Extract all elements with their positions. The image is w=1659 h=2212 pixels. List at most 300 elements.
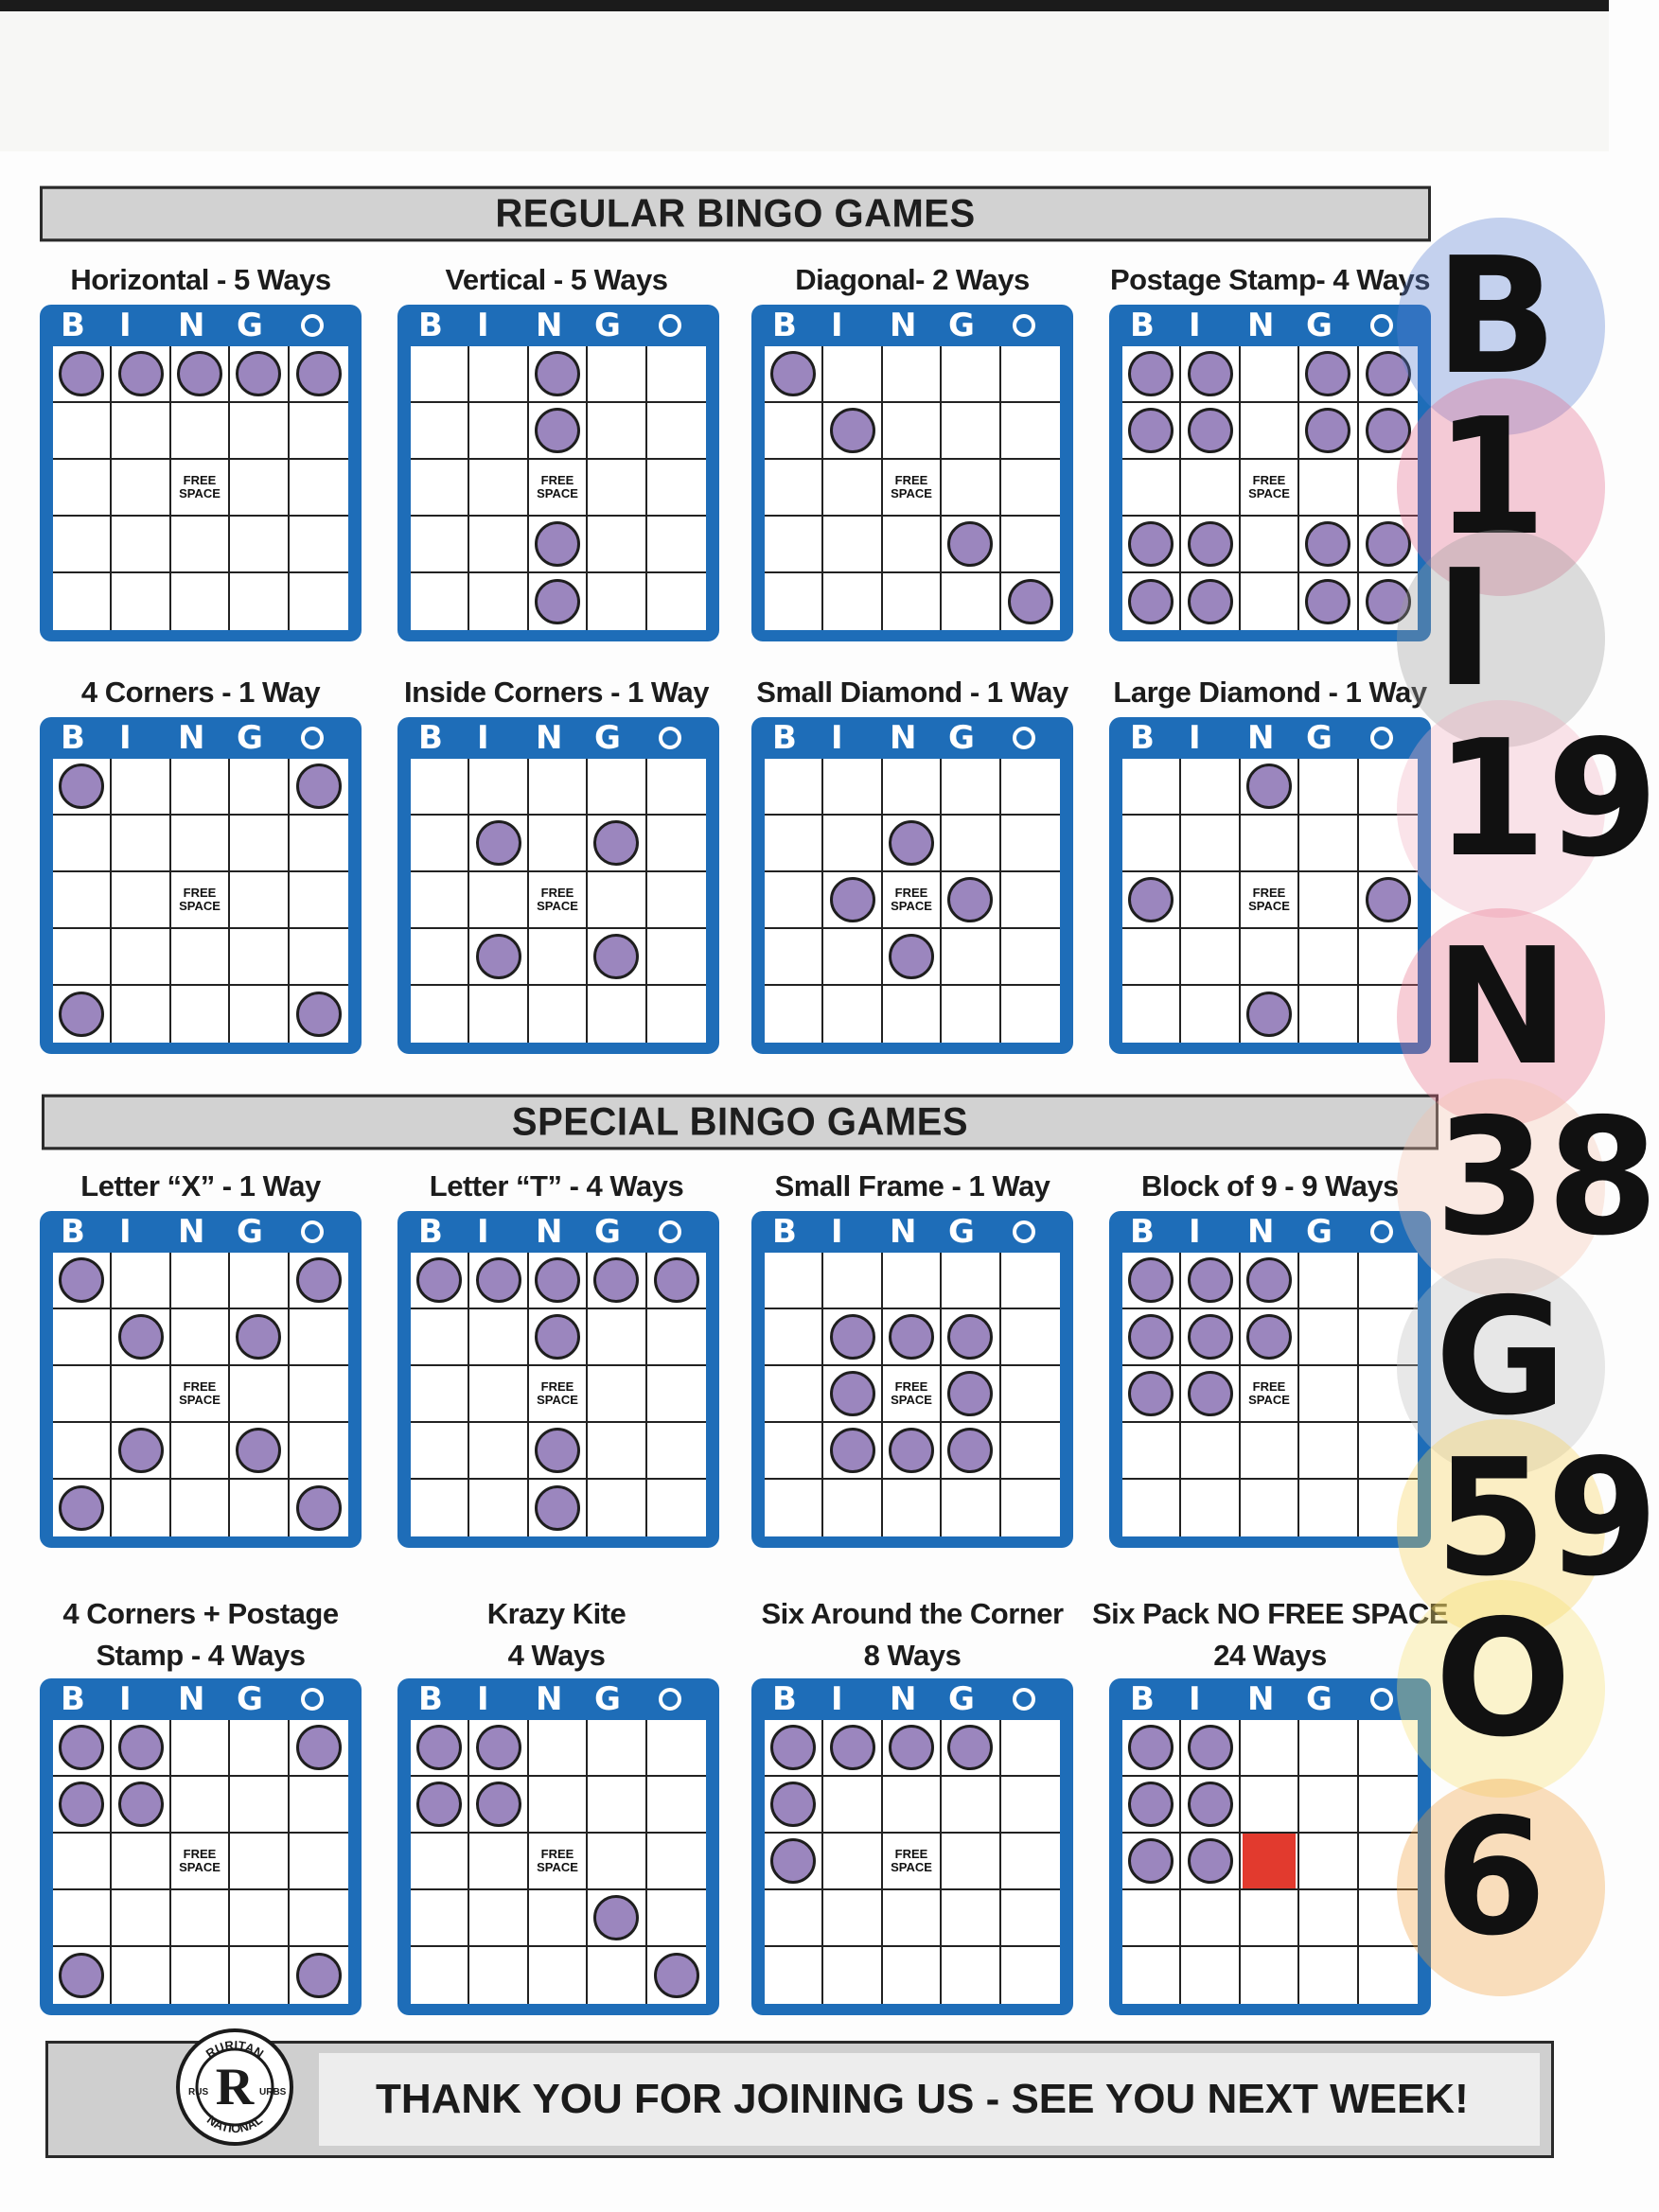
bingo-cell bbox=[1299, 1947, 1358, 2004]
bingo-cell bbox=[942, 573, 1000, 630]
bingo-cell bbox=[1181, 816, 1240, 872]
bingo-cell bbox=[1241, 403, 1299, 460]
marked-dot bbox=[296, 1725, 342, 1770]
marked-dot bbox=[1305, 579, 1350, 624]
marked-dot bbox=[593, 1257, 639, 1303]
bingo-cell bbox=[411, 1834, 469, 1890]
bingo-cell bbox=[647, 1777, 706, 1834]
bingo-cell bbox=[529, 403, 588, 460]
bingo-cell bbox=[647, 1720, 706, 1777]
bingo-cell bbox=[883, 1253, 942, 1309]
game-title-line: 4 Corners + Postage bbox=[62, 1597, 339, 1630]
bingo-cell bbox=[290, 346, 348, 403]
bingo-card bbox=[751, 305, 1073, 641]
bingo-cell bbox=[469, 1309, 528, 1366]
free-space-label bbox=[537, 474, 578, 500]
bingo-cell bbox=[469, 986, 528, 1043]
header-letter: I bbox=[477, 1680, 493, 1718]
bingo-card-header bbox=[1109, 1678, 1431, 1720]
bingo-cell bbox=[230, 1309, 289, 1366]
marked-dot bbox=[1246, 764, 1292, 809]
header-letter: N bbox=[178, 307, 209, 344]
bingo-cell bbox=[411, 403, 469, 460]
header-letter: I bbox=[119, 719, 135, 757]
bingo-card-header bbox=[1109, 717, 1431, 759]
bingo-cell bbox=[411, 1720, 469, 1777]
bingo-cell bbox=[823, 1309, 882, 1366]
header-letter-o-ring bbox=[659, 314, 681, 337]
header-letter-o-ring bbox=[301, 1688, 324, 1711]
marked-dot bbox=[1128, 1371, 1174, 1416]
marked-dot bbox=[1188, 408, 1233, 453]
marked-dot bbox=[1188, 579, 1233, 624]
marked-dot bbox=[593, 1895, 639, 1940]
bingo-cell bbox=[230, 1423, 289, 1480]
marked-dot bbox=[296, 1953, 342, 1998]
marked-dot bbox=[535, 351, 580, 396]
bingo-card-header bbox=[40, 717, 362, 759]
free-space-word: FREE bbox=[540, 473, 574, 487]
free-space-label bbox=[179, 1848, 221, 1874]
header-letter-o-ring bbox=[1370, 1688, 1393, 1711]
header-letter: B bbox=[418, 1213, 447, 1251]
bingo-cell bbox=[765, 1253, 823, 1309]
bingo-cell bbox=[529, 1720, 588, 1777]
bingo-cell bbox=[883, 1777, 942, 1834]
marked-dot bbox=[1128, 877, 1174, 922]
bingo-cell bbox=[588, 1423, 646, 1480]
marked-dot bbox=[830, 1725, 875, 1770]
bingo-cell bbox=[823, 1423, 882, 1480]
bingo-card bbox=[1109, 1678, 1431, 2015]
game-title bbox=[21, 672, 380, 713]
bingo-cell bbox=[469, 1947, 528, 2004]
bingo-cell bbox=[1241, 1947, 1299, 2004]
marked-dot bbox=[59, 992, 104, 1037]
header-letter: N bbox=[1247, 719, 1279, 757]
marked-dot bbox=[830, 877, 875, 922]
marked-dot bbox=[535, 579, 580, 624]
marked-dot bbox=[654, 1257, 699, 1303]
free-space-word: FREE bbox=[540, 886, 574, 900]
bingo-cell bbox=[1122, 1777, 1181, 1834]
header-letter-o-ring bbox=[301, 314, 324, 337]
bingo-ball-number: 19 bbox=[1435, 706, 1659, 893]
bingo-cell bbox=[1122, 1890, 1181, 1947]
bingo-cell bbox=[883, 759, 942, 816]
marked-dot bbox=[947, 1371, 993, 1416]
marked-dot bbox=[947, 1314, 993, 1360]
bingo-card-header bbox=[397, 1678, 719, 1720]
bingo-cell bbox=[469, 403, 528, 460]
bingo-cell bbox=[230, 1480, 289, 1536]
bingo-cell bbox=[588, 1720, 646, 1777]
bingo-cell bbox=[1122, 872, 1181, 929]
bingo-cell bbox=[647, 1890, 706, 1947]
game-title bbox=[21, 1593, 380, 1677]
bingo-grid bbox=[765, 1720, 1060, 2004]
bingo-cell bbox=[883, 872, 942, 929]
free-space-label bbox=[1248, 1380, 1290, 1407]
free-space-word: SPACE bbox=[179, 1860, 221, 1874]
bingo-cell bbox=[1001, 1890, 1060, 1947]
bingo-cell bbox=[1001, 1834, 1060, 1890]
bingo-cell bbox=[529, 346, 588, 403]
free-space-label bbox=[179, 474, 221, 500]
bingo-cell bbox=[112, 403, 170, 460]
bingo-cell bbox=[647, 573, 706, 630]
bingo-cell bbox=[942, 403, 1000, 460]
game-title-line: Block of 9 - 9 Ways bbox=[1141, 1169, 1399, 1203]
bingo-card bbox=[40, 305, 362, 641]
bingo-cell bbox=[290, 403, 348, 460]
marked-dot bbox=[1305, 351, 1350, 396]
marked-dot bbox=[1188, 521, 1233, 567]
bingo-cell bbox=[112, 1366, 170, 1423]
bingo-cell bbox=[469, 517, 528, 573]
bingo-cell bbox=[411, 872, 469, 929]
bingo-cell bbox=[942, 1834, 1000, 1890]
marked-dot bbox=[535, 1485, 580, 1531]
bingo-cell bbox=[112, 1309, 170, 1366]
marked-dot bbox=[236, 1314, 281, 1360]
bingo-cell bbox=[230, 1947, 289, 2004]
bingo-cell bbox=[588, 1309, 646, 1366]
bingo-cell bbox=[1299, 460, 1358, 517]
bingo-cell bbox=[883, 1423, 942, 1480]
marked-dot bbox=[770, 351, 816, 396]
bingo-cell bbox=[171, 1777, 230, 1834]
bingo-cell bbox=[112, 1253, 170, 1309]
bingo-cell bbox=[469, 1834, 528, 1890]
bingo-cell bbox=[411, 1777, 469, 1834]
bingo-card-header bbox=[397, 305, 719, 346]
bingo-cell bbox=[112, 1947, 170, 2004]
bingo-cell bbox=[411, 460, 469, 517]
bingo-cell bbox=[1001, 986, 1060, 1043]
bingo-cell bbox=[823, 872, 882, 929]
header-letter: G bbox=[237, 1680, 267, 1718]
header-letter: I bbox=[831, 1680, 847, 1718]
bingo-cell bbox=[765, 1366, 823, 1423]
bingo-cell bbox=[1001, 816, 1060, 872]
bingo-cell bbox=[1359, 1423, 1418, 1480]
bingo-ball-number: O bbox=[1435, 1586, 1572, 1773]
bingo-cell bbox=[290, 1480, 348, 1536]
logo-left-text: RUS bbox=[188, 2087, 209, 2098]
bingo-cell bbox=[1181, 1947, 1240, 2004]
bingo-cell bbox=[1001, 403, 1060, 460]
bingo-card-header bbox=[751, 305, 1073, 346]
marked-dot bbox=[118, 1428, 164, 1473]
bingo-cell bbox=[588, 759, 646, 816]
bingo-cell bbox=[112, 1890, 170, 1947]
bingo-cell bbox=[230, 517, 289, 573]
bingo-cell bbox=[1122, 1253, 1181, 1309]
header-letter: G bbox=[948, 719, 979, 757]
bingo-cell bbox=[529, 1947, 588, 2004]
bingo-cell bbox=[883, 1366, 942, 1423]
free-space-word: SPACE bbox=[537, 1393, 578, 1407]
marked-dot bbox=[889, 1314, 934, 1360]
bingo-cell bbox=[1181, 872, 1240, 929]
marked-dot bbox=[1008, 579, 1053, 624]
header-letter-o-ring bbox=[659, 727, 681, 749]
marked-dot bbox=[947, 1428, 993, 1473]
bingo-cell bbox=[290, 1890, 348, 1947]
bingo-cell bbox=[53, 1423, 112, 1480]
bingo-cell bbox=[1299, 929, 1358, 986]
bingo-cell bbox=[171, 1309, 230, 1366]
bingo-cell bbox=[411, 1947, 469, 2004]
header-letter-o-ring bbox=[301, 1220, 324, 1243]
bingo-cell bbox=[171, 816, 230, 872]
free-space-word: SPACE bbox=[891, 486, 932, 500]
bingo-cell bbox=[53, 872, 112, 929]
bingo-cell bbox=[53, 986, 112, 1043]
marked-dot bbox=[476, 1725, 521, 1770]
game-title-line: Six Pack NO FREE SPACE bbox=[1091, 1597, 1449, 1630]
bingo-ball-number: 38 bbox=[1435, 1084, 1659, 1272]
bingo-cell bbox=[1001, 1947, 1060, 2004]
bingo-cell bbox=[588, 1253, 646, 1309]
bingo-cell bbox=[469, 1366, 528, 1423]
free-space-label bbox=[537, 1848, 578, 1874]
bingo-cell bbox=[883, 929, 942, 986]
bingo-cell bbox=[1299, 1777, 1358, 1834]
bingo-cell bbox=[942, 1309, 1000, 1366]
bingo-cell bbox=[942, 1947, 1000, 2004]
game-title-line: 4 Corners - 1 Way bbox=[80, 676, 321, 709]
bingo-cell bbox=[588, 1366, 646, 1423]
marked-dot bbox=[59, 1485, 104, 1531]
free-space-word: FREE bbox=[1252, 1379, 1286, 1394]
bingo-cell bbox=[942, 986, 1000, 1043]
bingo-cell bbox=[1359, 872, 1418, 929]
bingo-cell bbox=[290, 1777, 348, 1834]
bingo-cell bbox=[53, 1777, 112, 1834]
bingo-cell bbox=[1241, 986, 1299, 1043]
free-space-word: SPACE bbox=[179, 899, 221, 913]
bingo-cell bbox=[171, 929, 230, 986]
marked-dot bbox=[830, 1371, 875, 1416]
bingo-cell bbox=[823, 573, 882, 630]
bingo-card bbox=[40, 1678, 362, 2015]
marked-dot bbox=[296, 1257, 342, 1303]
bingo-cell bbox=[171, 460, 230, 517]
bingo-card bbox=[1109, 1211, 1431, 1548]
free-space-word: SPACE bbox=[891, 1393, 932, 1407]
bingo-cell bbox=[588, 872, 646, 929]
header-letter: B bbox=[61, 307, 89, 344]
header-letter: I bbox=[119, 1680, 135, 1718]
bingo-grid bbox=[53, 759, 348, 1043]
header-letter-o-ring bbox=[659, 1220, 681, 1243]
marked-dot bbox=[118, 1782, 164, 1827]
header-letter: G bbox=[1306, 1213, 1336, 1251]
marked-dot bbox=[889, 1725, 934, 1770]
marked-dot bbox=[1128, 521, 1174, 567]
header-letter: N bbox=[536, 1213, 567, 1251]
bingo-cell bbox=[171, 573, 230, 630]
free-space-label bbox=[537, 887, 578, 913]
bingo-cell bbox=[230, 929, 289, 986]
bingo-grid bbox=[53, 1253, 348, 1536]
bingo-cell bbox=[1181, 986, 1240, 1043]
bingo-cell bbox=[883, 346, 942, 403]
bingo-cell bbox=[290, 759, 348, 816]
bingo-cell bbox=[290, 872, 348, 929]
special-games-banner bbox=[42, 1095, 1438, 1150]
bingo-card-header bbox=[40, 1211, 362, 1253]
bingo-cell bbox=[53, 1947, 112, 2004]
bingo-cell bbox=[647, 986, 706, 1043]
bingo-cell bbox=[942, 872, 1000, 929]
bingo-cell bbox=[529, 1366, 588, 1423]
marked-dot bbox=[535, 1257, 580, 1303]
bingo-cell bbox=[1299, 1253, 1358, 1309]
bingo-cell bbox=[765, 346, 823, 403]
bingo-cell bbox=[230, 1366, 289, 1423]
free-space-word: SPACE bbox=[179, 486, 221, 500]
bingo-cell bbox=[112, 759, 170, 816]
header-letter: G bbox=[594, 1680, 625, 1718]
bingo-cell bbox=[647, 1423, 706, 1480]
marked-dot bbox=[1188, 1782, 1233, 1827]
bingo-cell bbox=[469, 1890, 528, 1947]
marked-dot bbox=[59, 1782, 104, 1827]
bingo-cell bbox=[230, 403, 289, 460]
marked-dot bbox=[59, 1257, 104, 1303]
bingo-cell bbox=[942, 759, 1000, 816]
marked-dot bbox=[535, 408, 580, 453]
free-space-label bbox=[891, 1848, 932, 1874]
bingo-cell bbox=[469, 759, 528, 816]
bingo-cell bbox=[469, 1777, 528, 1834]
bingo-cell bbox=[1001, 759, 1060, 816]
bingo-card bbox=[751, 717, 1073, 1054]
bingo-cell bbox=[411, 1309, 469, 1366]
logo-right-text: URBS bbox=[259, 2087, 287, 2098]
header-letter: B bbox=[1130, 1213, 1158, 1251]
bingo-cell bbox=[529, 759, 588, 816]
bingo-cell bbox=[1001, 346, 1060, 403]
marked-dot bbox=[535, 1428, 580, 1473]
bingo-cell bbox=[230, 1720, 289, 1777]
bingo-cell bbox=[765, 517, 823, 573]
bingo-cell bbox=[823, 929, 882, 986]
bingo-cell bbox=[411, 1366, 469, 1423]
bingo-card bbox=[397, 305, 719, 641]
bingo-cell bbox=[171, 1366, 230, 1423]
free-space-label bbox=[179, 887, 221, 913]
bingo-cell bbox=[823, 517, 882, 573]
bingo-cell bbox=[1241, 517, 1299, 573]
header-letter: B bbox=[61, 1680, 89, 1718]
bingo-cell bbox=[1241, 816, 1299, 872]
bingo-cell bbox=[529, 816, 588, 872]
bingo-cell bbox=[1299, 1834, 1358, 1890]
bingo-cell bbox=[1299, 1309, 1358, 1366]
bingo-cell bbox=[53, 1720, 112, 1777]
header-letter: B bbox=[1130, 1680, 1158, 1718]
bingo-cell bbox=[942, 460, 1000, 517]
bingo-cell bbox=[942, 517, 1000, 573]
bingo-cell bbox=[823, 1480, 882, 1536]
free-space-word: FREE bbox=[183, 1379, 217, 1394]
bingo-cell bbox=[411, 517, 469, 573]
bingo-cell bbox=[647, 1366, 706, 1423]
bingo-cell bbox=[883, 403, 942, 460]
bingo-cell bbox=[1122, 460, 1181, 517]
bingo-cell bbox=[1181, 929, 1240, 986]
bingo-cell bbox=[112, 1777, 170, 1834]
bingo-cell bbox=[112, 517, 170, 573]
header-letter: B bbox=[61, 1213, 89, 1251]
bingo-cell bbox=[942, 1253, 1000, 1309]
bingo-cell bbox=[823, 1947, 882, 2004]
bingo-cell bbox=[1241, 573, 1299, 630]
bingo-cell bbox=[1122, 1947, 1181, 2004]
header-letter-o-ring bbox=[659, 1688, 681, 1711]
bingo-cell bbox=[112, 460, 170, 517]
bingo-cell bbox=[1001, 1480, 1060, 1536]
bingo-cell bbox=[765, 403, 823, 460]
marked-dot bbox=[118, 1725, 164, 1770]
bingo-cell bbox=[823, 403, 882, 460]
bingo-cell bbox=[411, 1890, 469, 1947]
game-title bbox=[377, 259, 736, 301]
bingo-cell bbox=[942, 1423, 1000, 1480]
bingo-card bbox=[751, 1678, 1073, 2015]
bingo-cell bbox=[1241, 1309, 1299, 1366]
bingo-grid bbox=[1122, 346, 1418, 630]
bingo-cell bbox=[230, 1253, 289, 1309]
bingo-cell bbox=[171, 1947, 230, 2004]
header-letter: B bbox=[772, 1213, 801, 1251]
bingo-cell bbox=[883, 1947, 942, 2004]
bingo-cell bbox=[53, 1834, 112, 1890]
bingo-cell bbox=[588, 346, 646, 403]
bingo-cell bbox=[411, 816, 469, 872]
footer-message: THANK YOU FOR JOINING US - SEE YOU NEXT WEEK! bbox=[376, 2076, 1469, 2122]
bingo-cell bbox=[647, 759, 706, 816]
bingo-cell bbox=[171, 1720, 230, 1777]
bingo-cell bbox=[1001, 573, 1060, 630]
bingo-cell bbox=[411, 1480, 469, 1536]
free-space-word: SPACE bbox=[891, 899, 932, 913]
game-title bbox=[1090, 1593, 1450, 1677]
header-letter: G bbox=[948, 1213, 979, 1251]
bingo-ball-sidebar bbox=[1435, 180, 1659, 2015]
bingo-cell bbox=[53, 759, 112, 816]
game-title-line: Letter “X” - 1 Way bbox=[80, 1169, 321, 1203]
bingo-cell bbox=[942, 1890, 1000, 1947]
header-letter: B bbox=[418, 1680, 447, 1718]
bingo-cell bbox=[290, 1366, 348, 1423]
marked-dot bbox=[476, 1782, 521, 1827]
free-space-word: SPACE bbox=[537, 486, 578, 500]
bingo-cell bbox=[411, 573, 469, 630]
bingo-cell bbox=[469, 929, 528, 986]
bingo-cell bbox=[647, 1947, 706, 2004]
bingo-cell bbox=[112, 872, 170, 929]
bingo-cell bbox=[823, 1890, 882, 1947]
bingo-cell bbox=[1001, 460, 1060, 517]
free-space-label bbox=[891, 1380, 932, 1407]
header-letter: N bbox=[536, 307, 567, 344]
bingo-cell bbox=[411, 346, 469, 403]
